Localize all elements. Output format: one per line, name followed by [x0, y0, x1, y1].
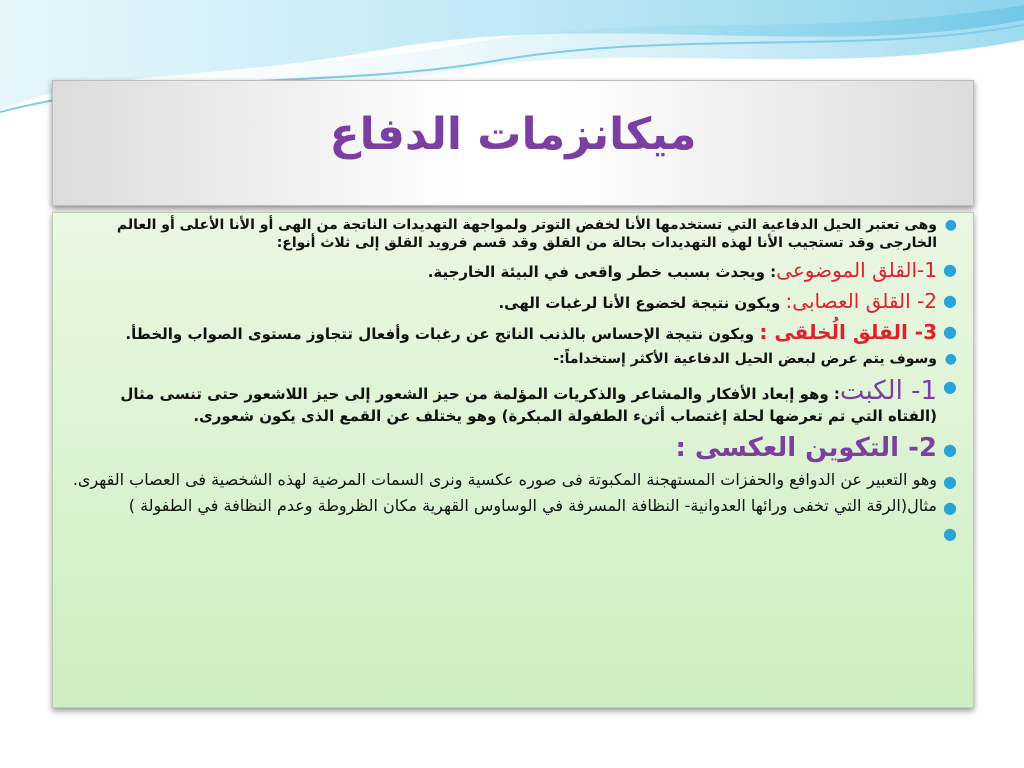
- item-heading: 1- الكبت: [839, 375, 937, 406]
- list-item: [67, 470, 961, 490]
- content-box: [52, 212, 974, 708]
- item-heading: 3- القلق الُخلقى :: [759, 320, 937, 344]
- list-item: [67, 496, 961, 516]
- item-text: وسوف يتم عرض لبعض الحيل الدفاعية الأكثر إستخداماً:-: [553, 351, 937, 367]
- bullet-icon: ●: [943, 291, 957, 310]
- bullet-icon: ●: [943, 376, 957, 396]
- list-item: [67, 351, 961, 369]
- bullet-icon: ●: [944, 351, 957, 367]
- bullet-icon: ●: [943, 524, 957, 544]
- bullet-icon: ●: [943, 439, 957, 459]
- slide-title: ميكانزمات الدفاع: [329, 109, 697, 160]
- item-text: : ويجدث بسبب خطر واقعى في البيئة الخارجية.: [427, 263, 777, 281]
- item-heading: 1-القلق الموضوعى: [776, 258, 937, 282]
- list-item: [67, 432, 961, 465]
- bullet-icon: ●: [943, 322, 957, 341]
- list-item: [67, 289, 961, 314]
- item-text: مثال(الرقة التي تخفى ورائها العدوانية- النظافة المسرفة في الوساوس القهرية مكان الظروطة وعدم النظافة في الطفولة ): [128, 496, 937, 516]
- list-item: [67, 375, 961, 426]
- bullet-list: [53, 213, 973, 542]
- list-item: [67, 522, 961, 542]
- bullet-icon: ●: [943, 498, 957, 518]
- item-text: وهى تعتبر الحيل الدفاعية التي تستخدمها الأنا لخفض التوتر ولمواجهة التهديدات الناتجة من الهى أو الأنا الأعلى أو العالم الخارجى وقد تستجيب الأنا لهذه التهديدات بحالة من القلق وقد قسم فرويد القلق إلى ثلاث أنواع:: [116, 217, 937, 251]
- title-box: [52, 80, 974, 206]
- bullet-icon: ●: [944, 217, 957, 233]
- item-text: ويكون نتيجة الإحساس بالذنب الناتج عن رغبات وأفعال تتجاوز مستوى الصواب والخطأ.: [125, 325, 755, 343]
- list-item: [67, 217, 961, 252]
- list-item: [67, 258, 961, 283]
- item-text: : وهو إبعاد الأفكار والمشاعر والذكريات المؤلمة من حيز الشعور إلى حيز اللاشعور حتى تنسى مثال (الفتاه التي تم تعرضها لحلة إغتصاب أثنء الطفولة المبكرة) وهو يختلف عن القمع الذى يكون شعورى.: [120, 384, 937, 425]
- item-heading: 2- القلق العصابى:: [785, 289, 937, 313]
- item-text: وهو التعبير عن الدوافع والحفزات المستهجنة المكبوتة فى صوره عكسية ونرى السمات المرضية لهذه الشخصية فى العصاب القهرى.: [72, 470, 937, 490]
- item-text: ويكون نتيجة لخضوع الأنا لرغبات الهى.: [498, 294, 781, 312]
- bullet-icon: ●: [943, 260, 957, 279]
- list-item: [67, 320, 961, 345]
- item-heading: 2- التكوين العكسى :: [675, 432, 937, 463]
- bullet-icon: ●: [943, 472, 957, 492]
